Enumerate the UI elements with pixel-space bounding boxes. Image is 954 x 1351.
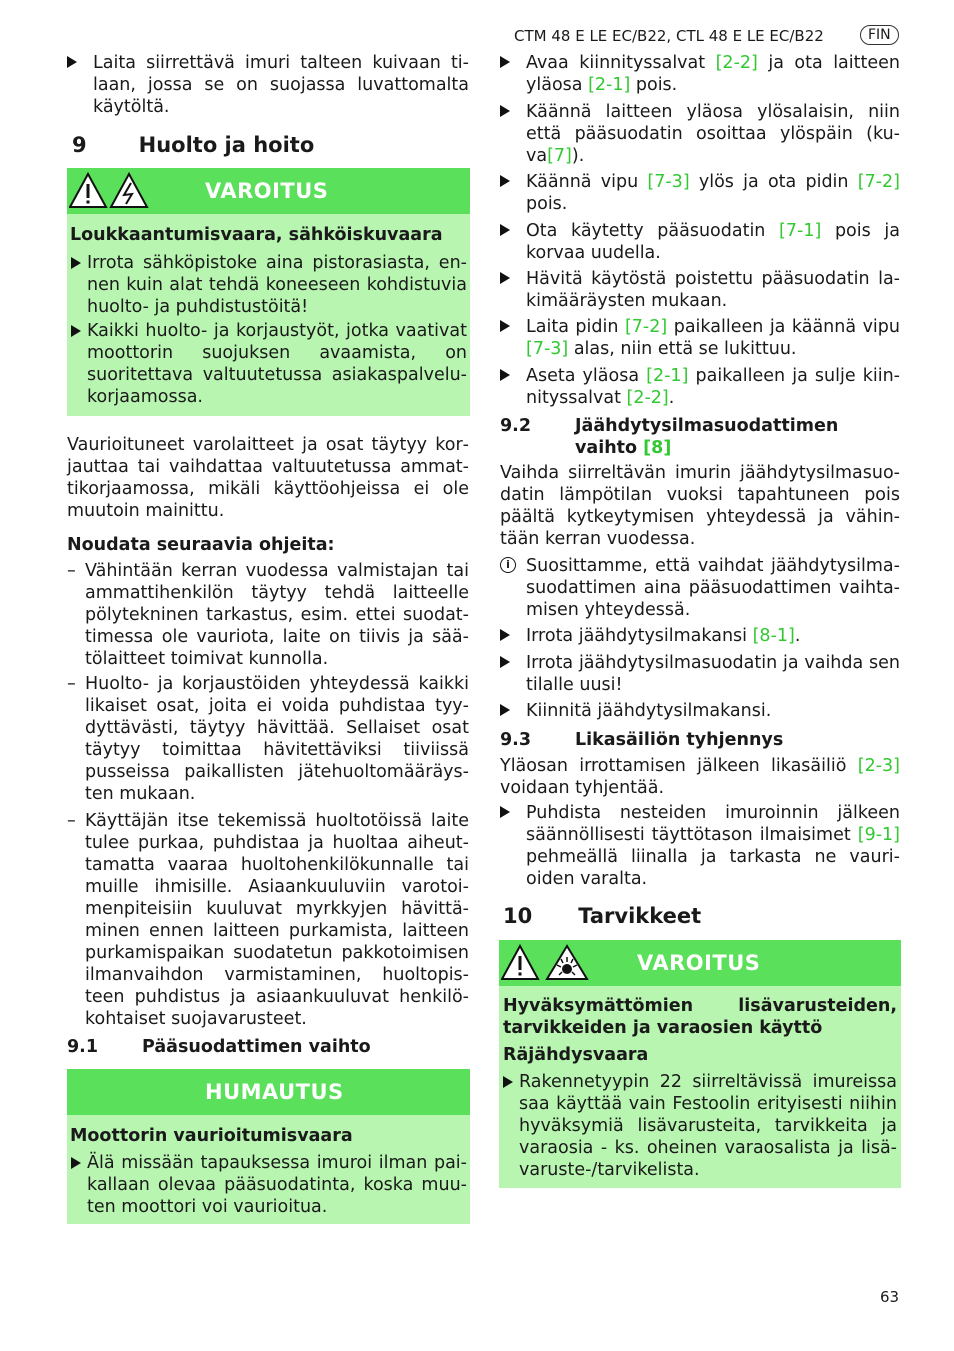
step-91-5: Hävitä käytöstä poistettu pääsuodatin lakimääräysten mukaan. xyxy=(500,268,900,312)
bullet-arrow-icon xyxy=(500,369,510,381)
figure-ref: [7-3] xyxy=(526,339,569,359)
warning-label: VAROITUS xyxy=(637,951,761,975)
dash-item-3: – Käyttäjän itse tekemissä huoltotöissä laite tulee purkaa, puhdistaa ja huoltaa aiheuttamatta vaaraa huoltohenkilökunnalle tai muille ihmisille. Asiaankuuluviin varotoimenpiteisiin kuuluvat myrkkyjen hävittäminen ennen laitteen purkamista, laitteen purkamispaikan suodatetun pakkotoimisen ilmanvaihdon varmistaminen, huoltopisteen puhdistus ja asiaankuuluvat henkilökohtaiset suojavarusteet. xyxy=(67,811,469,1029)
page-number: 63 xyxy=(880,1288,900,1306)
warning-triangle-icon xyxy=(502,946,538,979)
figure-ref: [7-1] xyxy=(779,221,822,241)
bullet-arrow-icon xyxy=(71,325,81,337)
warning-triangle-icons xyxy=(69,171,149,211)
warning-subheading: Räjähdysvaara xyxy=(503,1045,649,1065)
figure-ref: [8-1] xyxy=(752,626,795,646)
section-number: 9.1 xyxy=(67,1037,99,1057)
info-note: i Suosittamme, että vaihdat jäähdytysilmasuodattimen aina pääsuodattimen vaihtamisen yhteydessä. xyxy=(500,555,900,621)
figure-ref: [7-2] xyxy=(857,172,900,192)
bullet-arrow-icon xyxy=(503,1076,513,1088)
figure-ref: [8] xyxy=(643,438,672,458)
warning-box-explosion xyxy=(499,940,901,1188)
step-92-2: Irrota jäähdytysilmasuodatin ja vaihda sen tilalle uusi! xyxy=(500,652,900,696)
notice-bar xyxy=(67,1069,470,1115)
dash-item-1: – Vähintään kerran vuodessa valmistajan tai ammattihenkilön täytyy tehdä laitteelle pölytekninen tarkastus, esim. ettei suodattimessa ole vauriota, laite on tiivis ja säätölaitteet toimivat kunnolla. xyxy=(67,561,469,669)
bullet-arrow-icon xyxy=(500,105,510,117)
bullet-arrow-icon xyxy=(71,257,81,269)
paragraph-damaged-parts: Vaurioituneet varolaitteet ja osat täytyy korjauttaa tai vaihdattaa valtuutetussa ammattikorjaamossa, mikäli käyttöohjeissa ei ole muutoin mainittu. xyxy=(67,435,469,521)
section-9-1-heading xyxy=(67,1036,371,1058)
warning-triangle-icon xyxy=(70,174,106,207)
paragraph-dirt-container: Yläosan irrottamisen jälkeen likasäiliö [2-3] voidaan tyhjentää. xyxy=(500,756,900,798)
section-9-2-heading xyxy=(500,415,900,458)
warning-bar xyxy=(499,940,901,986)
figure-ref: [9-1] xyxy=(857,825,900,845)
bullet-arrow-icon xyxy=(500,175,510,187)
step-91-3: Käännä vipu [7-3] ylös ja ota pidin [7-2] pois. xyxy=(500,171,900,215)
notice-box-motor xyxy=(67,1069,470,1224)
warning-label: VAROITUS xyxy=(205,179,329,203)
section-title: Pääsuodattimen vaihto xyxy=(142,1037,371,1057)
section-number: 9 xyxy=(72,133,87,157)
figure-ref: [2-2] xyxy=(626,388,669,408)
figure-ref: [2-1] xyxy=(588,75,631,95)
language-badge: FIN xyxy=(860,25,899,45)
note-heading: Noudata seuraavia ohjeita: xyxy=(67,535,335,555)
bullet-arrow-icon xyxy=(500,320,510,332)
step-93-1: Puhdista nesteiden imuroinnin jälkeen säännöllisesti täyttötason ilmaisimet [9-1] pehmeällä liinalla ja tarkasta ne vaurioiden varalta. xyxy=(500,802,900,890)
bullet-arrow-icon xyxy=(500,656,510,668)
bullet-arrow-icon xyxy=(500,224,510,236)
section-number: 9.2 xyxy=(500,416,532,436)
step-91-4: Ota käytetty pääsuodatin [7-1] pois ja korvaa uudella. xyxy=(500,220,900,264)
bullet-arrow-icon xyxy=(71,1157,81,1169)
figure-ref: [7] xyxy=(547,146,572,166)
bullet-arrow-icon xyxy=(500,806,510,818)
document-header-title: CTM 48 E LE EC/B22, CTL 48 E LE EC/B22 xyxy=(514,27,824,45)
step-91-6: Laita pidin [7-2] paikalleen ja käännä vipu [7-3] alas, niin että se lukittuu. xyxy=(500,316,900,360)
section-9-3-heading xyxy=(500,729,900,751)
intro-bullet: Laita siirrettävä imuri talteen kuivaan tilaan, jossa se on suojassa luvattomalta käytöltä. xyxy=(67,52,469,118)
figure-ref: [2-3] xyxy=(857,756,900,776)
info-icon: i xyxy=(500,557,516,573)
electric-hazard-icon xyxy=(111,174,147,207)
explosion-hazard-icon xyxy=(547,946,587,979)
warning-box-injury xyxy=(67,168,470,416)
step-91-1: Avaa kiinnityssalvat [2-2] ja ota laitteen yläosa [2-1] pois. xyxy=(500,52,900,96)
step-91-2: Käännä laitteen yläosa ylösalaisin, niin että pääsuodatin osoittaa ylöspäin (kuva[7]). xyxy=(500,101,900,167)
step-92-1: Irrota jäähdytysilmakansi [8-1]. xyxy=(500,625,900,647)
warning-heading: Loukkaantumisvaara, sähköiskuvaara xyxy=(70,225,443,245)
warning-bar xyxy=(67,168,470,214)
paragraph-cooling-filter: Vaihda siirreltävän imurin jäähdytysilmasuodatin lämpötilan vuoksi tapahtuneen pois päältä kytkeytymisen yhteydessä ja vähintään kerran vuodessa. xyxy=(500,463,900,549)
bullet-arrow-icon xyxy=(67,56,77,68)
section-9-heading xyxy=(72,132,314,158)
section-10-heading xyxy=(503,903,701,929)
notice-bullet: Älä missään tapauksessa imuroi ilman paikallaan olevaa pääsuodatinta, koska muuten moottori voi vaurioitua. xyxy=(67,1152,467,1218)
step-92-3: Kiinnitä jäähdytysilmakansi. xyxy=(500,700,900,722)
bullet-arrow-icon xyxy=(500,629,510,641)
warning-bullet-1: Irrota sähköpistoke aina pistorasiasta, ennen kuin alat tehdä koneeseen kohdistuvia huolto- ja puhdistustöitä! xyxy=(67,252,467,318)
warning-bullet-2: Kaikki huolto- ja korjaustyöt, jotka vaativat moottorin suojuksen avaamista, on suoritettava valtuutetussa asiakaspalvelukorjaamossa. xyxy=(67,320,467,408)
bullet-arrow-icon xyxy=(500,704,510,716)
section-title: Likasäiliön tyhjennys xyxy=(575,730,784,750)
section-number: 10 xyxy=(503,904,533,928)
warning-bullet: Rakennetyypin 22 siirreltävissä imureissa saa käyttää vain Festoolin erityisesti niihin hyväksymiä lisävarusteita, tarvikkeita ja varaosia - ks. oheinen varaosalista ja lisävaruste-/tarvikelista. xyxy=(499,1071,897,1181)
notice-label: HUMAUTUS xyxy=(205,1080,344,1104)
section-title: Jäähdytysilmasuodattimen vaihto xyxy=(575,416,839,458)
step-91-7: Aseta yläosa [2-1] paikalleen ja sulje kiinnityssalvat [2-2]. xyxy=(500,365,900,409)
section-title: Tarvikkeet xyxy=(578,904,702,928)
figure-ref: [2-2] xyxy=(715,53,758,73)
section-number: 9.3 xyxy=(500,730,532,750)
warning-heading: Hyväksymättömien lisävarusteiden, tarvikkeiden ja varaosien käyttö xyxy=(503,996,897,1038)
notice-heading: Moottorin vaurioitumisvaara xyxy=(70,1126,353,1146)
figure-ref: [2-1] xyxy=(646,366,689,386)
bullet-arrow-icon xyxy=(500,272,510,284)
section-title: Huolto ja hoito xyxy=(138,133,315,157)
warning-icons xyxy=(501,943,593,983)
bullet-arrow-icon xyxy=(500,56,510,68)
figure-ref: [7-2] xyxy=(624,317,668,337)
figure-ref: [7-3] xyxy=(647,172,690,192)
dash-item-2: – Huolto- ja korjaustöiden yhteydessä kaikki likaiset osat, joita ei voida puhdistaa tyydyttävästi, täytyy hävittää. Sellaiset osat täytyy toimittaa hävitettäviksi tiiviissä pusseissa paikallisten jätehuoltomääräysten mukaan. xyxy=(67,674,469,804)
